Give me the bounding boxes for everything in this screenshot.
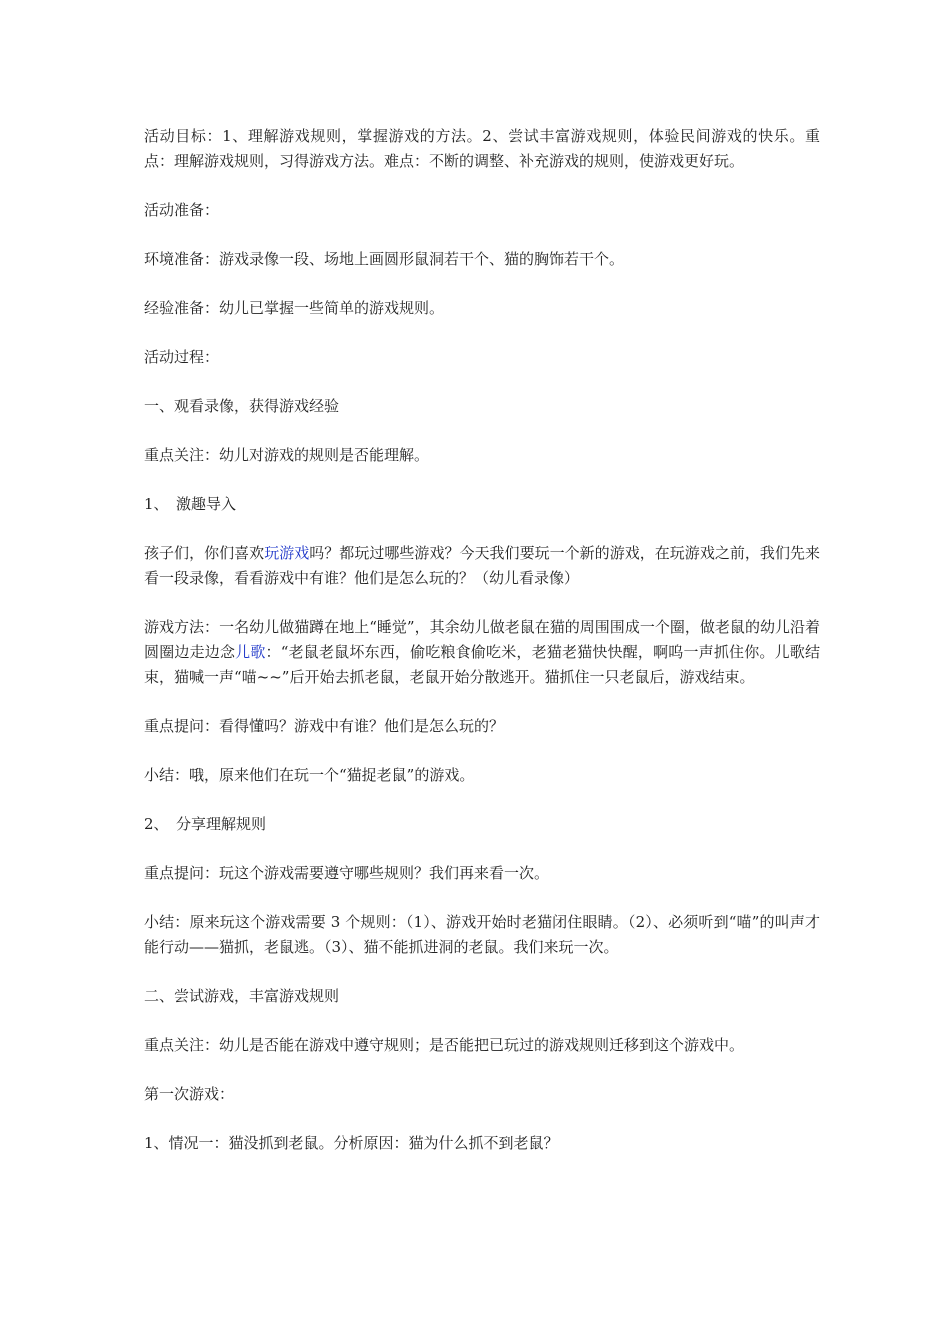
paragraph-text: 活动目标：1、理解游戏规则，掌握游戏的方法。2、尝试丰富游戏规则，体验民间游戏的快乐。重点：理解游戏规则，习得游戏方法。难点：不断的调整、补充游戏的规则，使游戏更好玩。 bbox=[144, 127, 820, 170]
document-body bbox=[144, 124, 820, 1180]
paragraph bbox=[144, 345, 820, 370]
paragraph bbox=[144, 247, 820, 272]
paragraph bbox=[144, 615, 820, 690]
paragraph-text: 重点提问：看得懂吗？游戏中有谁？他们是怎么玩的？ bbox=[144, 717, 505, 735]
paragraph-text: 重点提问：玩这个游戏需要遵守哪些规则？我们再来看一次。 bbox=[144, 864, 550, 882]
paragraph-text: 二、尝试游戏，丰富游戏规则 bbox=[144, 987, 340, 1005]
paragraph-text: 1、 激趣导入 bbox=[144, 495, 237, 513]
paragraph bbox=[144, 492, 820, 517]
paragraph bbox=[144, 1033, 820, 1058]
paragraph bbox=[144, 714, 820, 739]
paragraph bbox=[144, 124, 820, 174]
paragraph bbox=[144, 861, 820, 886]
paragraph bbox=[144, 443, 820, 468]
paragraph bbox=[144, 984, 820, 1009]
paragraph bbox=[144, 1082, 820, 1107]
paragraph-text: 游戏方法：一名幼儿做猫蹲在地上“睡觉”，其余幼儿做老鼠在猫的周围围成一个圈，做老鼠的幼儿沿着圆圈边走边念 bbox=[144, 618, 820, 661]
paragraph-text: 经验准备：幼儿已掌握一些简单的游戏规则。 bbox=[144, 299, 445, 317]
paragraph-text: ：“老鼠老鼠坏东西，偷吃粮食偷吃米，老猫老猫快快醒，啊呜一声抓住你。儿歌结束，猫喊一声“喵~~”后开始去抓老鼠，老鼠开始分散逃开。猫抓住一只老鼠后，游戏结束。 bbox=[144, 643, 820, 686]
paragraph-text: 环境准备：游戏录像一段、场地上画圆形鼠洞若干个、猫的胸饰若干个。 bbox=[144, 250, 625, 268]
paragraph-text: 小结：原来玩这个游戏需要 3 个规则：（1）、游戏开始时老猫闭住眼睛。（2）、必须听到“喵”的叫声才能行动——猫抓，老鼠逃。（3）、猫不能抓进洞的老鼠。我们来玩一次。 bbox=[144, 913, 820, 956]
paragraph bbox=[144, 812, 820, 837]
paragraph-text: 孩子们，你们喜欢 bbox=[144, 544, 265, 562]
paragraph-text: 第一次游戏： bbox=[144, 1085, 235, 1103]
paragraph-text: 1、情况一：猫没抓到老鼠。分析原因：猫为什么抓不到老鼠？ bbox=[144, 1134, 559, 1152]
paragraph-text: 重点关注：幼儿是否能在游戏中遵守规则；是否能把已玩过的游戏规则迁移到这个游戏中。 bbox=[144, 1036, 745, 1054]
paragraph bbox=[144, 198, 820, 223]
paragraph-text: 活动准备： bbox=[144, 201, 220, 219]
paragraph bbox=[144, 910, 820, 960]
paragraph-text: 活动过程： bbox=[144, 348, 220, 366]
paragraph-text: 小结：哦，原来他们在玩一个“猫捉老鼠”的游戏。 bbox=[144, 766, 475, 784]
inline-link[interactable]: 儿歌 bbox=[235, 643, 266, 661]
paragraph bbox=[144, 541, 820, 591]
paragraph-text: 一、观看录像，获得游戏经验 bbox=[144, 397, 340, 415]
paragraph bbox=[144, 296, 820, 321]
paragraph-text: 吗？都玩过哪些游戏？今天我们要玩一个新的游戏，在玩游戏之前，我们先来看一段录像，看看游戏中有谁？他们是怎么玩的？（幼儿看录像） bbox=[144, 544, 820, 587]
paragraph-text: 2、 分享理解规则 bbox=[144, 815, 267, 833]
inline-link[interactable]: 玩游戏 bbox=[264, 544, 310, 562]
paragraph bbox=[144, 763, 820, 788]
paragraph bbox=[144, 1131, 820, 1156]
paragraph-text: 重点关注：幼儿对游戏的规则是否能理解。 bbox=[144, 446, 430, 464]
paragraph bbox=[144, 394, 820, 419]
